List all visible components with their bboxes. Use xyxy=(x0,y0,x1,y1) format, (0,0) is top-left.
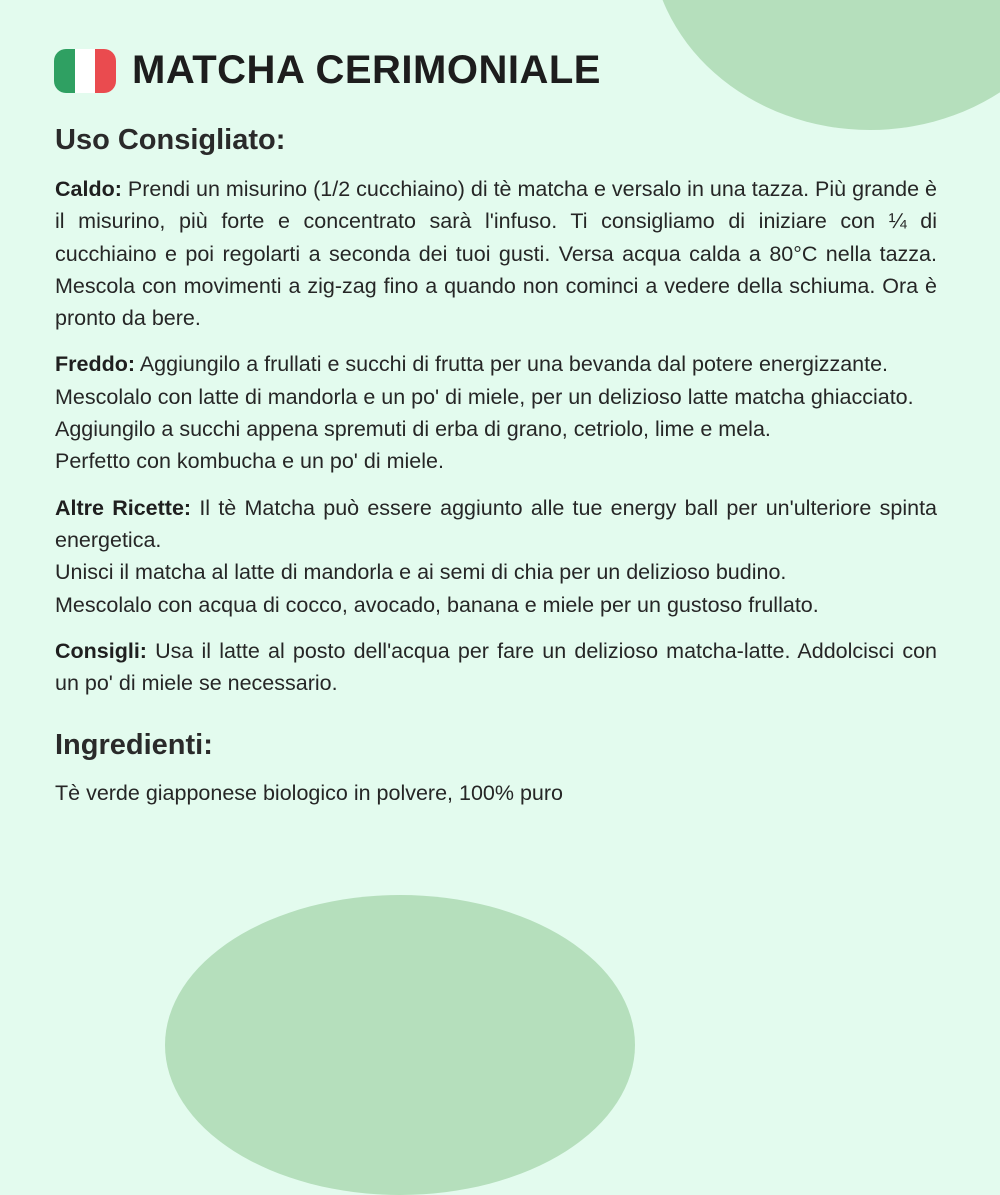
hot-paragraph xyxy=(55,173,937,334)
page-title: MATCHA CERIMONIALE xyxy=(132,48,601,92)
decorative-circle-top xyxy=(650,0,1000,130)
recipes-text-3: Mescolalo con acqua di cocco, avocado, banana e miele per un gustoso frullato. xyxy=(55,592,819,617)
tips-paragraph xyxy=(55,635,937,700)
tips-label: Consigli: xyxy=(55,638,147,663)
tips-text: Usa il latte al posto dell'acqua per fare un delizioso matcha-latte. Addolcisci con un po' di miele se necessario. xyxy=(55,638,938,696)
ingredients-text: Tè verde giapponese biologico in polvere, 100% puro xyxy=(55,781,563,806)
hot-label: Caldo: xyxy=(55,177,122,201)
cold-label: Freddo: xyxy=(55,352,136,377)
recipes-label: Altre Ricette: xyxy=(55,495,192,520)
header xyxy=(54,48,601,93)
cold-section xyxy=(55,348,937,477)
italian-flag-icon xyxy=(54,49,116,93)
cold-text-3: Aggiungilo a succhi appena spremuti di erba di grano, cetriolo, lime e mela. xyxy=(55,417,771,442)
hot-text: Prendi un misurino (1/2 cucchiaino) di tè matcha e versalo in una tazza. Più grande è il misurino, più forte e concentrato sarà l'infuso. Ti consigliamo di iniziare con ¼ di cucchiaino e poi regolarti a seconda dei tuoi gusti. Versa acqua calda a 80°C nella tazza. Mescola con movimenti a zig-zag fino a quando non cominci a vedere della schiuma. Ora è pronto da bere. xyxy=(55,177,937,331)
flag-red-stripe xyxy=(95,49,116,93)
decorative-circle-bottom xyxy=(165,895,635,1195)
flag-white-stripe xyxy=(75,49,96,93)
cold-text-1: Aggiungilo a frullati e succhi di frutta per una bevanda dal potere energizzante. xyxy=(139,352,889,377)
main-content xyxy=(55,118,937,809)
cold-text-4: Perfetto con kombucha e un po' di miele. xyxy=(55,449,444,474)
hot-section xyxy=(55,173,937,334)
recipes-section xyxy=(55,492,937,621)
cold-paragraph xyxy=(55,348,937,380)
flag-green-stripe xyxy=(54,49,75,93)
recipes-text-1: Il tè Matcha può essere aggiunto alle tue energy ball per un'ulteriore spinta energetica. xyxy=(55,495,937,552)
cold-text-2: Mescolalo con latte di mandorla e un po' di miele, per un delizioso latte matcha ghiacciato. xyxy=(55,384,914,409)
usage-heading: Uso Consigliato: xyxy=(55,124,286,156)
recipes-text-2: Unisci il matcha al latte di mandorla e ai semi di chia per un delizioso budino. xyxy=(55,560,787,585)
tips-section xyxy=(55,635,937,700)
recipes-paragraph xyxy=(55,492,937,557)
ingredients-heading: Ingredienti: xyxy=(55,729,213,762)
